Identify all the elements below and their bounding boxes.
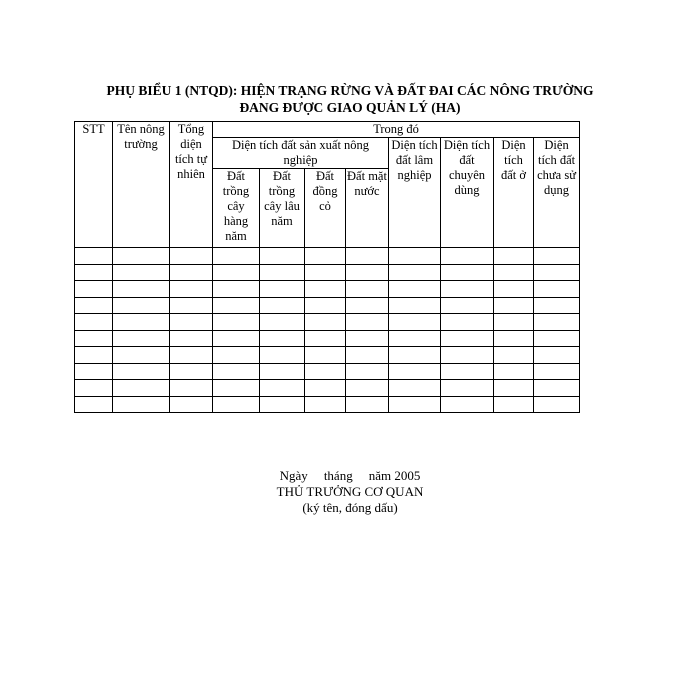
table-cell xyxy=(441,281,494,298)
table-cell xyxy=(113,248,170,265)
table-cell xyxy=(75,347,113,364)
table-cell xyxy=(260,314,305,331)
table-cell xyxy=(113,363,170,380)
table-cell xyxy=(170,347,213,364)
table-cell xyxy=(305,248,346,265)
table-cell xyxy=(534,281,580,298)
table-row xyxy=(75,396,580,413)
table-cell xyxy=(346,396,389,413)
header-dat-cay-lau-nam: Đất trồng cây lâu năm xyxy=(260,169,305,248)
table-cell xyxy=(170,248,213,265)
table-cell xyxy=(494,248,534,265)
table-cell xyxy=(441,396,494,413)
table-cell xyxy=(213,330,260,347)
table-cell xyxy=(389,380,441,397)
table-cell xyxy=(260,380,305,397)
table-cell xyxy=(534,248,580,265)
header-dien-tich-chuyen-dung: Diện tích đất chuyên dùng xyxy=(441,138,494,248)
table-cell xyxy=(75,396,113,413)
table-cell xyxy=(75,363,113,380)
table-row xyxy=(75,363,580,380)
table-cell xyxy=(213,297,260,314)
table-cell xyxy=(305,330,346,347)
table-cell xyxy=(113,314,170,331)
table-cell xyxy=(170,363,213,380)
header-dat-cay-hang-nam: Đất trồng cây hàng năm xyxy=(213,169,260,248)
table-cell xyxy=(305,314,346,331)
table-cell xyxy=(305,380,346,397)
table-cell xyxy=(170,281,213,298)
table-cell xyxy=(389,281,441,298)
table-cell xyxy=(494,314,534,331)
table-cell xyxy=(346,281,389,298)
signatory-title: THỦ TRƯỞNG CƠ QUAN xyxy=(276,484,424,499)
table-cell xyxy=(260,347,305,364)
table-cell xyxy=(305,264,346,281)
table-cell xyxy=(170,380,213,397)
table-cell xyxy=(260,363,305,380)
table-cell xyxy=(113,396,170,413)
document-title xyxy=(0,82,700,116)
table-cell xyxy=(346,314,389,331)
table-cell xyxy=(213,380,260,397)
table-cell xyxy=(346,264,389,281)
table-cell xyxy=(441,297,494,314)
table-cell xyxy=(494,264,534,281)
table-cell xyxy=(213,396,260,413)
header-tong-dien-tich: Tổng diện tích tự nhiên xyxy=(170,122,213,248)
date-month-label: tháng xyxy=(323,468,353,483)
table-cell xyxy=(213,347,260,364)
table-cell xyxy=(170,330,213,347)
table-cell xyxy=(389,264,441,281)
table-cell xyxy=(346,347,389,364)
table-row xyxy=(75,314,580,331)
table-cell xyxy=(305,297,346,314)
table-cell xyxy=(213,264,260,281)
table-cell xyxy=(170,314,213,331)
date-day-label: Ngày xyxy=(279,468,308,483)
table-cell xyxy=(494,297,534,314)
table-cell xyxy=(494,281,534,298)
table-cell xyxy=(346,380,389,397)
table-row xyxy=(75,281,580,298)
table-cell xyxy=(441,330,494,347)
table-cell xyxy=(534,297,580,314)
header-ten-nong-truong: Tên nông trường xyxy=(113,122,170,248)
signature-note: (ký tên, đóng dấu) xyxy=(302,500,398,515)
table-cell xyxy=(534,314,580,331)
table-cell xyxy=(305,396,346,413)
table-cell xyxy=(389,314,441,331)
table-cell xyxy=(113,281,170,298)
table-cell xyxy=(75,264,113,281)
table-row xyxy=(75,248,580,265)
table-cell xyxy=(305,347,346,364)
table-cell xyxy=(346,248,389,265)
date-line xyxy=(185,468,515,484)
title-line-2: ĐANG ĐƯỢC GIAO QUẢN LÝ (HA) xyxy=(239,100,461,115)
table-cell xyxy=(494,380,534,397)
header-dat-dong-co: Đất đồng cỏ xyxy=(305,169,346,248)
table-cell xyxy=(260,297,305,314)
table-cell xyxy=(389,396,441,413)
table-row xyxy=(75,297,580,314)
signature-block xyxy=(185,468,515,516)
header-dien-tich-dat-o: Diện tích đất ở xyxy=(494,138,534,248)
table-cell xyxy=(113,380,170,397)
table-cell xyxy=(305,281,346,298)
table-cell xyxy=(170,396,213,413)
table-cell xyxy=(213,248,260,265)
table-cell xyxy=(113,330,170,347)
table-cell xyxy=(534,380,580,397)
table-cell xyxy=(75,314,113,331)
table-cell xyxy=(260,264,305,281)
table-cell xyxy=(494,347,534,364)
table-cell xyxy=(441,363,494,380)
table-cell xyxy=(494,396,534,413)
table-cell xyxy=(389,248,441,265)
header-dien-tich-sxnn: Diện tích đất sản xuất nông nghiệp xyxy=(213,138,389,169)
table-cell xyxy=(75,297,113,314)
table-cell xyxy=(534,347,580,364)
table-row xyxy=(75,330,580,347)
table-cell xyxy=(389,363,441,380)
table-cell xyxy=(305,363,346,380)
table-cell xyxy=(389,330,441,347)
table-cell xyxy=(113,297,170,314)
table-cell xyxy=(441,380,494,397)
table-row xyxy=(75,264,580,281)
table-cell xyxy=(441,248,494,265)
table-cell xyxy=(75,380,113,397)
table-cell xyxy=(170,264,213,281)
land-status-table xyxy=(74,121,580,413)
table-cell xyxy=(113,347,170,364)
table-cell xyxy=(260,330,305,347)
table-cell xyxy=(494,363,534,380)
table-cell xyxy=(534,330,580,347)
header-dien-tich-lam-nghiep: Diện tích đất lâm nghiệp xyxy=(389,138,441,248)
table-cell xyxy=(389,297,441,314)
table-cell xyxy=(213,281,260,298)
table-cell xyxy=(113,264,170,281)
table-cell xyxy=(75,330,113,347)
header-dien-tich-chua-su-dung: Diện tích đất chưa sử dụng xyxy=(534,138,580,248)
table-cell xyxy=(441,314,494,331)
header-dat-mat-nuoc: Đất mặt nước xyxy=(346,169,389,248)
table-cell xyxy=(441,264,494,281)
table-cell xyxy=(260,248,305,265)
date-year-label: năm 2005 xyxy=(368,468,421,483)
table-cell xyxy=(170,297,213,314)
table-cell xyxy=(346,363,389,380)
table-cell xyxy=(75,281,113,298)
title-line-1: PHỤ BIỂU 1 (NTQD): HIỆN TRẠNG RỪNG VÀ ĐẤT ĐAI CÁC NÔNG TRƯỜNG xyxy=(106,83,594,98)
header-stt: STT xyxy=(75,122,113,248)
table-row xyxy=(75,380,580,397)
header-trong-do: Trong đó xyxy=(213,122,580,138)
table-cell xyxy=(534,396,580,413)
table-cell xyxy=(494,330,534,347)
table-cell xyxy=(534,264,580,281)
table-cell xyxy=(346,297,389,314)
table-cell xyxy=(260,281,305,298)
table-cell xyxy=(441,347,494,364)
table-cell xyxy=(213,314,260,331)
table-cell xyxy=(75,248,113,265)
table-row xyxy=(75,347,580,364)
table-cell xyxy=(260,396,305,413)
table-cell xyxy=(346,330,389,347)
table-cell xyxy=(213,363,260,380)
table-cell xyxy=(389,347,441,364)
table-cell xyxy=(534,363,580,380)
